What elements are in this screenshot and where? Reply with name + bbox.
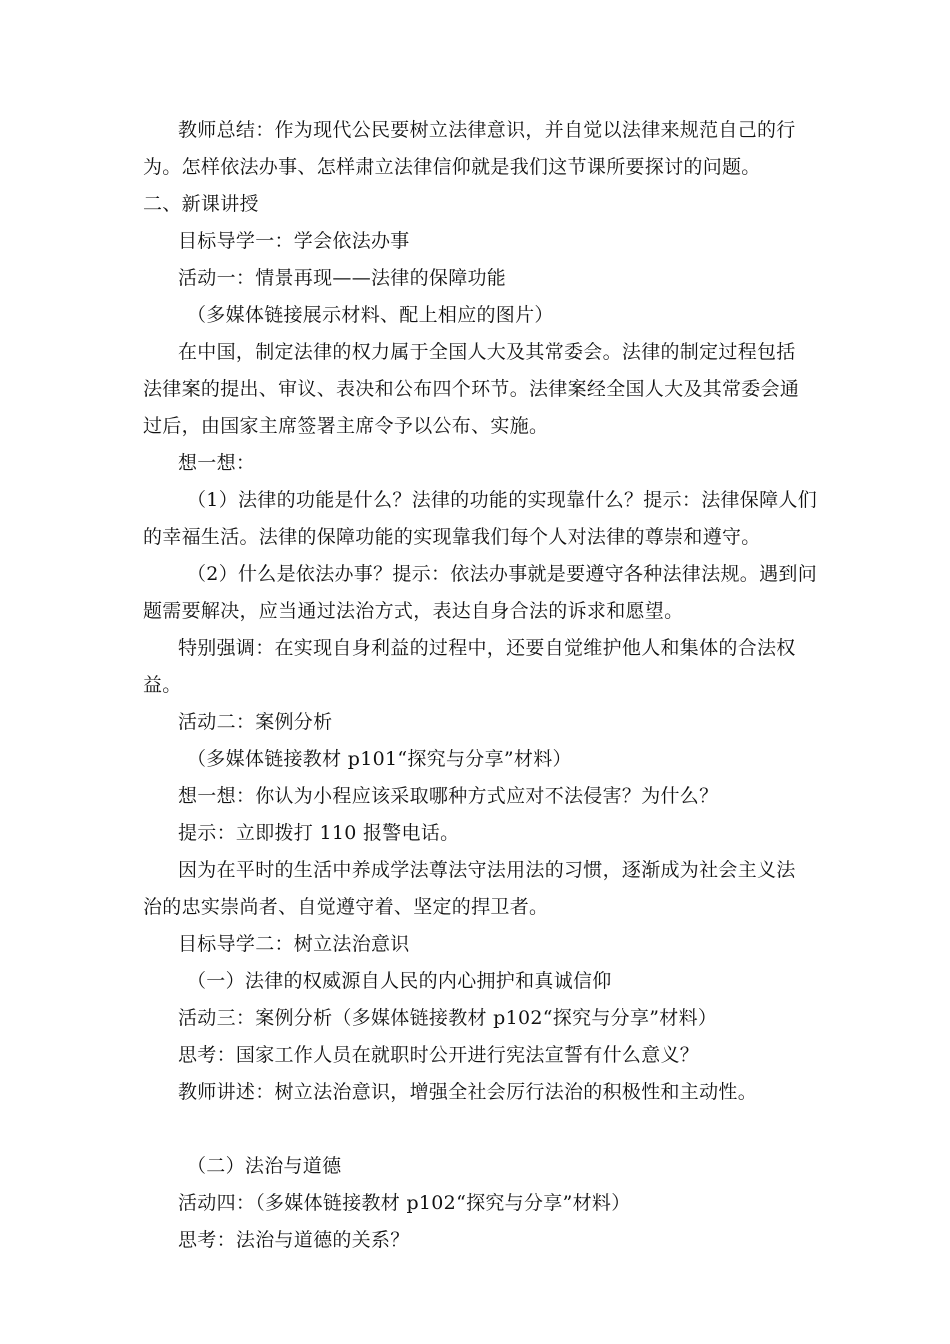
paragraph-teacher-summary: 教师总结：作为现代公民要树立法律意识，并自觉以法律来规范自己的行 — [178, 119, 796, 141]
activity-3-question: 思考：国家工作人员在就职时公开进行宪法宣誓有什么意义？ — [178, 1044, 700, 1066]
activity-2-heading: 活动二：案例分析 — [178, 711, 333, 733]
think-heading: 想一想： — [178, 452, 256, 474]
goal-heading-2: 目标导学二：树立法治意识 — [178, 933, 410, 955]
activity-2-question: 想一想：你认为小程应该采取哪种方式应对不法侵害？为什么？ — [178, 785, 719, 807]
paragraph-lawmaking-cont-1: 法律案的提出、审议、表决和公布四个环节。法律案经全国人大及其常委会通 — [143, 378, 800, 400]
activity-2-note: （多媒体链接教材 p101“探究与分享”材料） — [187, 748, 572, 770]
emphasis-paragraph-cont: 益。 — [143, 674, 182, 696]
question-1: （1）法律的功能是什么？法律的功能的实现靠什么？提示：法律保障人们 — [187, 489, 817, 511]
subsection-1-heading: （一）法律的权威源自人民的内心拥护和真诚信仰 — [187, 970, 612, 992]
activity-1-note: （多媒体链接展示材料、配上相应的图片） — [187, 304, 554, 326]
emphasis-paragraph: 特别强调：在实现自身利益的过程中，还要自觉维护他人和集体的合法权 — [178, 637, 796, 659]
subsection-2-heading: （二）法治与道德 — [187, 1155, 342, 1177]
activity-2-reason: 因为在平时的生活中养成学法尊法守法用法的习惯，逐渐成为社会主义法 — [178, 859, 796, 881]
activity-3-heading: 活动三：案例分析（多媒体链接教材 p102“探究与分享”材料） — [178, 1007, 718, 1029]
goal-heading-1: 目标导学一：学会依法办事 — [178, 230, 410, 252]
paragraph-lawmaking-cont-2: 过后，由国家主席签署主席令予以公布、实施。 — [143, 415, 549, 437]
activity-4-question: 思考：法治与道德的关系？ — [178, 1229, 410, 1251]
question-2-cont: 题需要解决，应当通过法治方式，表达自身合法的诉求和愿望。 — [143, 600, 684, 622]
question-1-cont: 的幸福生活。法律的保障功能的实现靠我们每个人对法律的尊崇和遵守。 — [143, 526, 761, 548]
activity-2-hint: 提示：立即拨打 110 报警电话。 — [178, 822, 460, 844]
section-heading-new-lesson: 二、新课讲授 — [143, 193, 259, 215]
activity-1-heading: 活动一：情景再现——法律的保障功能 — [178, 267, 507, 289]
activity-4-heading: 活动四：（多媒体链接教材 p102“探究与分享”材料） — [178, 1192, 631, 1214]
activity-2-reason-cont: 治的忠实崇尚者、自觉遵守着、坚定的捍卫者。 — [143, 896, 549, 918]
question-2: （2）什么是依法办事？提示：依法办事就是要遵守各种法律法规。遇到问 — [187, 563, 817, 585]
paragraph-lawmaking: 在中国，制定法律的权力属于全国人大及其常委会。法律的制定过程包括 — [178, 341, 796, 363]
teacher-statement: 教师讲述：树立法治意识，增强全社会厉行法治的积极性和主动性。 — [178, 1081, 758, 1103]
paragraph-teacher-summary-cont: 为。怎样依法办事、怎样肃立法律信仰就是我们这节课所要探讨的问题。 — [143, 156, 761, 178]
